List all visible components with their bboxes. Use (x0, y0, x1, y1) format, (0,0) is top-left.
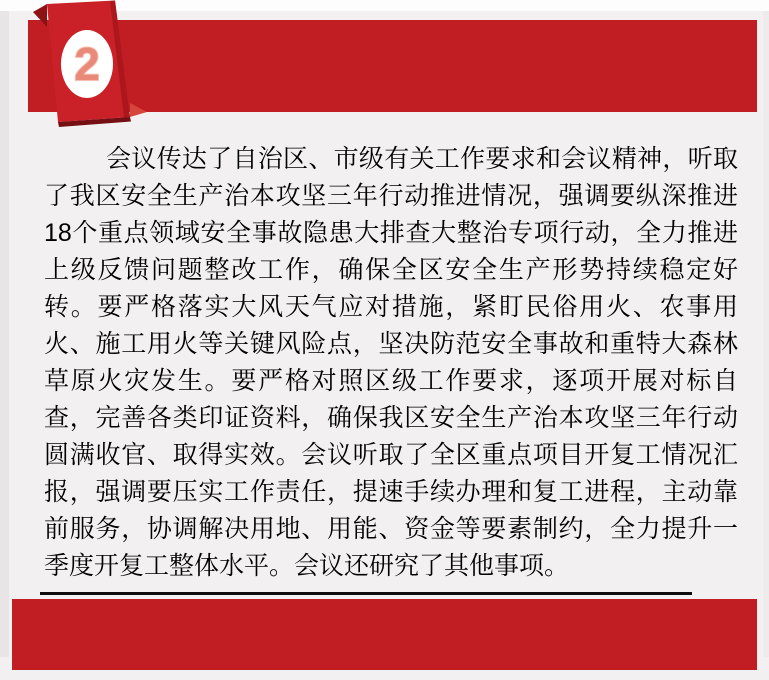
underline-divider (40, 592, 692, 595)
ribbon-fold-left-icon (33, 4, 47, 27)
right-edge-strip (763, 11, 769, 657)
banner-fold-highlight-icon (130, 103, 147, 117)
badge-number: 2 (74, 38, 100, 90)
left-edge-strip (0, 11, 9, 657)
footer-banner (12, 599, 757, 670)
article-body (44, 141, 738, 593)
section-ribbon-badge (30, 0, 150, 130)
meeting-summary-paragraph: 会议传达了自治区、市级有关工作要求和会议精神，听取了我区安全生产治本攻坚三年行动推进情况，强调要纵深推进18个重点领域安全事故隐患大排查大整治专项行动，全力推进上级反馈问题整改工作，确保全区安全生产形势持续稳定好转。要严格落实大风天气应对措施，紧盯民俗用火、农事用火、施工用火等关键风险点，坚决防范安全事故和重特大森林草原火灾发生。要严格对照区级工作要求，逐项开展对标自查，完善各类印证资料，确保我区安全生产治本攻坚三年行动圆满收官、取得实效。会议听取了全区重点项目开复工情况汇报，强调要压实工作责任，提速手续办理和复工进程，主动靠前服务，协调解决用地、用能、资金等要素制约，全力提升一季度开复工整体水平。会议还研究了其他事项。 (44, 145, 738, 580)
